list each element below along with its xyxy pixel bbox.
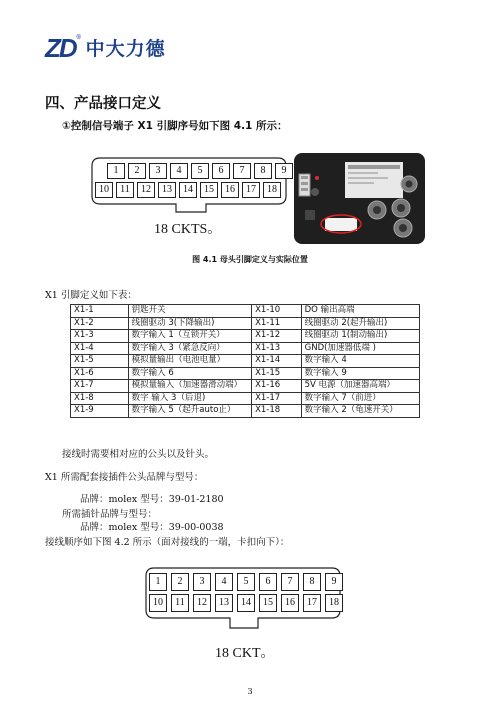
pin-function-cell: 线圈驱动 3(下降输出): [128, 317, 251, 330]
pin-function-cell: 模拟量输入（加速器滑动端）: [128, 380, 251, 393]
connector-1-top-pin: 8: [254, 163, 272, 179]
connector-2-bottom-pin: 16: [281, 594, 299, 612]
company-name: 中大力德: [85, 38, 166, 60]
connector-2-top-pin: 7: [281, 573, 299, 591]
housing-brand-model: 品牌：molex 型号：39-01-2180: [80, 494, 224, 505]
connector-1-top-pin: 4: [170, 163, 188, 179]
pin-id-cell: X1-10: [252, 305, 302, 318]
connector-2-top-pin: 6: [259, 573, 277, 591]
connector-1-top-pin: 5: [191, 163, 209, 179]
pin-definition-table: [70, 304, 420, 418]
logo-letters: ZD: [45, 32, 76, 63]
note-housing-brand: X1 所需配套接插件公头品牌与型号：: [45, 472, 204, 483]
controller-photo: [293, 152, 426, 245]
pin-function-cell: 数字输入 4: [301, 355, 419, 368]
table-row: [71, 342, 420, 355]
note-mating-connector: 接线时需要相对应的公头以及针头。: [62, 449, 215, 460]
connector-diagram-2: [140, 562, 346, 640]
pin-function-cell: 数字输入 2（龟速开关）: [301, 405, 419, 418]
connector-1-bottom-pin: 14: [179, 182, 197, 198]
pin-id-cell: X1-5: [71, 355, 129, 368]
pin-id-cell: X1-17: [252, 392, 302, 405]
pin-id-cell: X1-16: [252, 380, 302, 393]
table-row: [71, 355, 420, 368]
pin-function-cell: 数字输入 9: [301, 367, 419, 380]
connector-1-bottom-pin: 15: [200, 182, 218, 198]
connector-2-label: 18 CKT。: [215, 646, 275, 661]
table-row: [71, 380, 420, 393]
section-title: 四、产品接口定义: [45, 96, 161, 112]
note-wiring-order: 接线顺序如下图 4.2 所示（面对接线的一端，卡扣向下）：: [45, 537, 290, 548]
connector-1-bottom-pin: 17: [242, 182, 260, 198]
connector-1-bottom-pin: 18: [263, 182, 281, 198]
pin-function-cell: 数字输入 6: [128, 367, 251, 380]
table-row: [71, 317, 420, 330]
pin-id-cell: X1-11: [252, 317, 302, 330]
pin-id-cell: X1-14: [252, 355, 302, 368]
pin-id-cell: X1-4: [71, 342, 129, 355]
pin-id-cell: X1-15: [252, 367, 302, 380]
connector-2-top-pin: 2: [171, 573, 189, 591]
pin-function-cell: 线圈驱动 1(制动输出): [301, 330, 419, 343]
figure-caption: 图 4.1 母头引脚定义与实际位置: [192, 255, 308, 264]
pin-function-cell: 数字输入 7（前进）: [301, 392, 419, 405]
pin-function-cell: 模拟量输出（电池电量）: [128, 355, 251, 368]
pin-function-cell: DO 输出高端: [301, 305, 419, 318]
connector-1-top-pin: 2: [128, 163, 146, 179]
connector-2-top-pin: 5: [237, 573, 255, 591]
connector-2-bottom-pin: 14: [237, 594, 255, 612]
pin-function-cell: GND(加速器低端 ): [301, 342, 419, 355]
connector-2-bottom-pin: 17: [303, 594, 321, 612]
connector-2-top-pin: 3: [193, 573, 211, 591]
pin-function-cell: 数字输入 5（起升auto止）: [128, 405, 251, 418]
table-row: [71, 330, 420, 343]
pin-id-cell: X1-6: [71, 367, 129, 380]
connector-2-top-pin: 1: [149, 573, 167, 591]
table-row: [71, 367, 420, 380]
pin-function-cell: 线圈驱动 2(起升输出): [301, 317, 419, 330]
pin-function-cell: 钥匙开关: [128, 305, 251, 318]
note-terminal-brand: 所需插针品牌与型号：: [62, 509, 158, 520]
connector-1-bottom-pin: 16: [221, 182, 239, 198]
connector-1-top-pin: 1: [107, 163, 125, 179]
pin-function-cell: 数字输入 1（互锁开关）: [128, 330, 251, 343]
connector-1-top-pin: 3: [149, 163, 167, 179]
page-number: 3: [247, 687, 253, 696]
connector-1-bottom-pin: 10: [95, 182, 113, 198]
pin-id-cell: X1-13: [252, 342, 302, 355]
company-logo: [45, 34, 166, 61]
connector-1-top-pin: 7: [233, 163, 251, 179]
pin-function-cell: 数字输入 3（紧急反向）: [128, 342, 251, 355]
table-row: [71, 305, 420, 318]
connector-2-bottom-pin: 10: [149, 594, 167, 612]
pin-id-cell: X1-9: [71, 405, 129, 418]
connector-1-bottom-pin: 12: [137, 182, 155, 198]
terminal-brand-model: 品牌：molex 型号：39-00-0038: [80, 522, 224, 533]
pin-id-cell: X1-7: [71, 380, 129, 393]
connector-2-bottom-pin: 12: [193, 594, 211, 612]
pin-id-cell: X1-2: [71, 317, 129, 330]
pin-id-cell: X1-8: [71, 392, 129, 405]
pin-id-cell: X1-3: [71, 330, 129, 343]
connector-1-bottom-pin: 11: [116, 182, 134, 198]
connector-1-label: 18 CKTS。: [154, 222, 222, 237]
connector-2-bottom-pin: 18: [325, 594, 343, 612]
table-row: [71, 392, 420, 405]
pin-id-cell: X1-1: [71, 305, 129, 318]
connector-2-top-pin: 9: [325, 573, 343, 591]
connector-2-bottom-pin: 13: [215, 594, 233, 612]
subsection-title: ①控制信号端子 X1 引脚序号如下图 4.1 所示：: [62, 120, 288, 132]
connector-1-top-pin: 6: [212, 163, 230, 179]
logo-registered-mark: ®: [75, 34, 82, 41]
connector-2-top-pin: 4: [215, 573, 233, 591]
table-row: [71, 405, 420, 418]
connector-diagram-1: [86, 154, 292, 212]
pin-table-intro: X1 引脚定义如下表：: [45, 290, 137, 301]
pin-id-cell: X1-18: [252, 405, 302, 418]
connector-1-top-pin: 9: [275, 163, 293, 179]
connector-2-top-pin: 8: [303, 573, 321, 591]
connector-2-bottom-pin: 11: [171, 594, 189, 612]
pin-function-cell: 数字 输入 3（后退): [128, 392, 251, 405]
pin-function-cell: 5V 电源（加速器高端）: [301, 380, 419, 393]
pin-id-cell: X1-12: [252, 330, 302, 343]
connector-2-bottom-pin: 15: [259, 594, 277, 612]
connector-1-bottom-pin: 13: [158, 182, 176, 198]
